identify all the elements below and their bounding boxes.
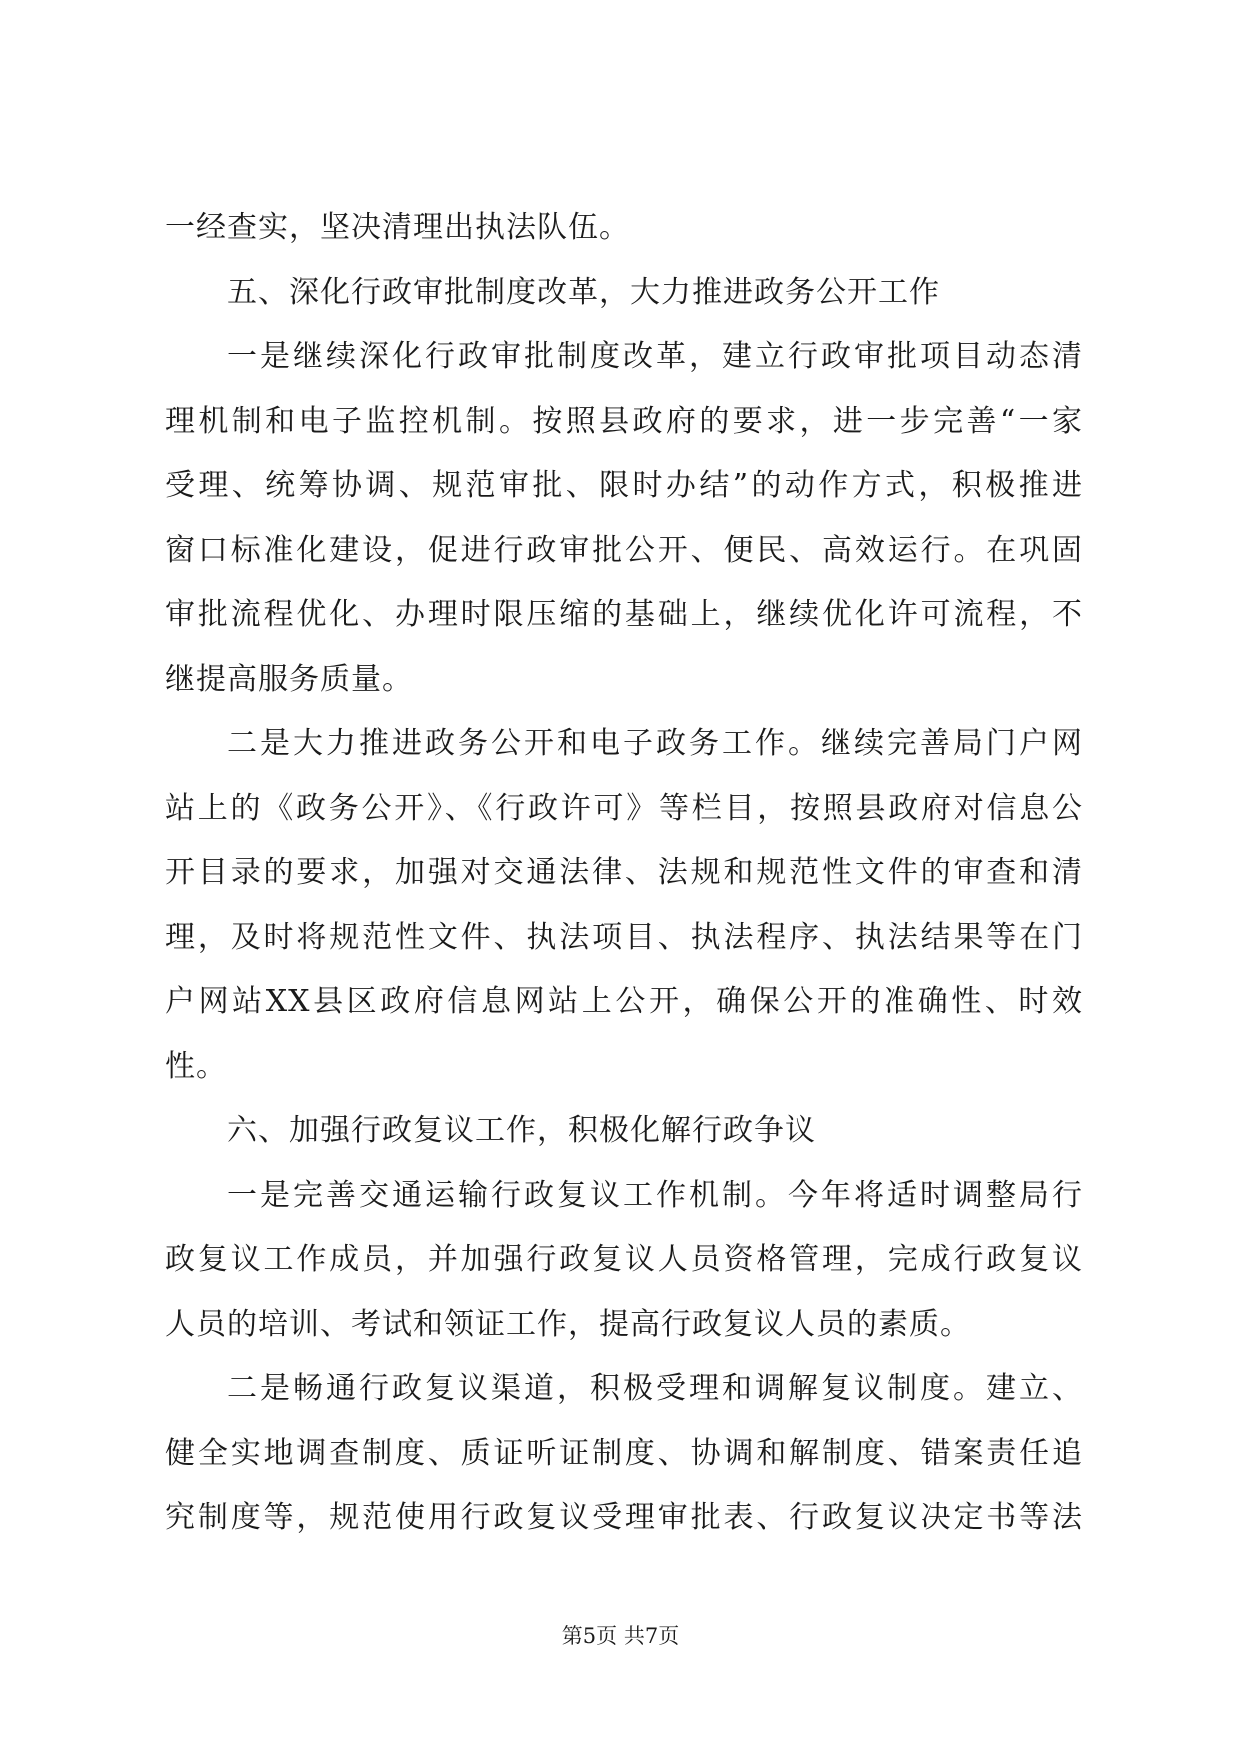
text-line: 户网站XX县区政府信息网站上公开，确保公开的准确性、时效 (165, 984, 1083, 1019)
text-line: 一是继续深化行政审批制度改革，建立行政审批项目动态清 (227, 339, 1083, 374)
text-line: 究制度等，规范使用行政复议受理审批表、行政复议决定书等法 (165, 1500, 1083, 1535)
text-line: 一经查实，坚决清理出执法队伍。 (165, 210, 630, 245)
text-line: 审批流程优化、办理时限压缩的基础上，继续优化许可流程，不 (165, 597, 1083, 632)
document-body (165, 196, 1083, 1551)
text-line: 站上的《政务公开》、《行政许可》等栏目，按照县政府对信息公 (165, 790, 1083, 826)
text-line: 性。 (165, 1048, 227, 1084)
text-line: 政复议工作成员，并加强行政复议人员资格管理，完成行政复议 (165, 1242, 1083, 1277)
text-line: 二是畅通行政复议渠道，积极受理和调解复议制度。建立、 (227, 1371, 1083, 1406)
text-line: 人员的培训、考试和领证工作，提高行政复议人员的素质。 (165, 1306, 971, 1342)
text-line: 继提高服务质量。 (165, 661, 413, 697)
page-number-footer: 第5页 共7页 (561, 1624, 680, 1648)
section-heading-6: 六、加强行政复议工作，积极化解行政争议 (227, 1113, 816, 1148)
text-line: 理，及时将规范性文件、执法项目、执法程序、执法结果等在门 (165, 919, 1083, 955)
text-line: 理机制和电子监控机制。按照县政府的要求，进一步完善“一家 (165, 403, 1083, 439)
text-line: 受理、统筹协调、规范审批、限时办结”的动作方式，积极推进 (165, 468, 1083, 503)
section-heading-5: 五、深化行政审批制度改革，大力推进政务公开工作 (227, 274, 940, 310)
text-line: 健全实地调查制度、质证听证制度、协调和解制度、错案责任追 (165, 1435, 1083, 1471)
text-line: 二是大力推进政务公开和电子政务工作。继续完善局门户网 (227, 726, 1083, 761)
text-line: 窗口标准化建设，促进行政审批公开、便民、高效运行。在巩固 (165, 532, 1083, 568)
text-line: 开目录的要求，加强对交通法律、法规和规范性文件的审查和清 (165, 855, 1083, 890)
text-line: 一是完善交通运输行政复议工作机制。今年将适时调整局行 (227, 1177, 1083, 1213)
